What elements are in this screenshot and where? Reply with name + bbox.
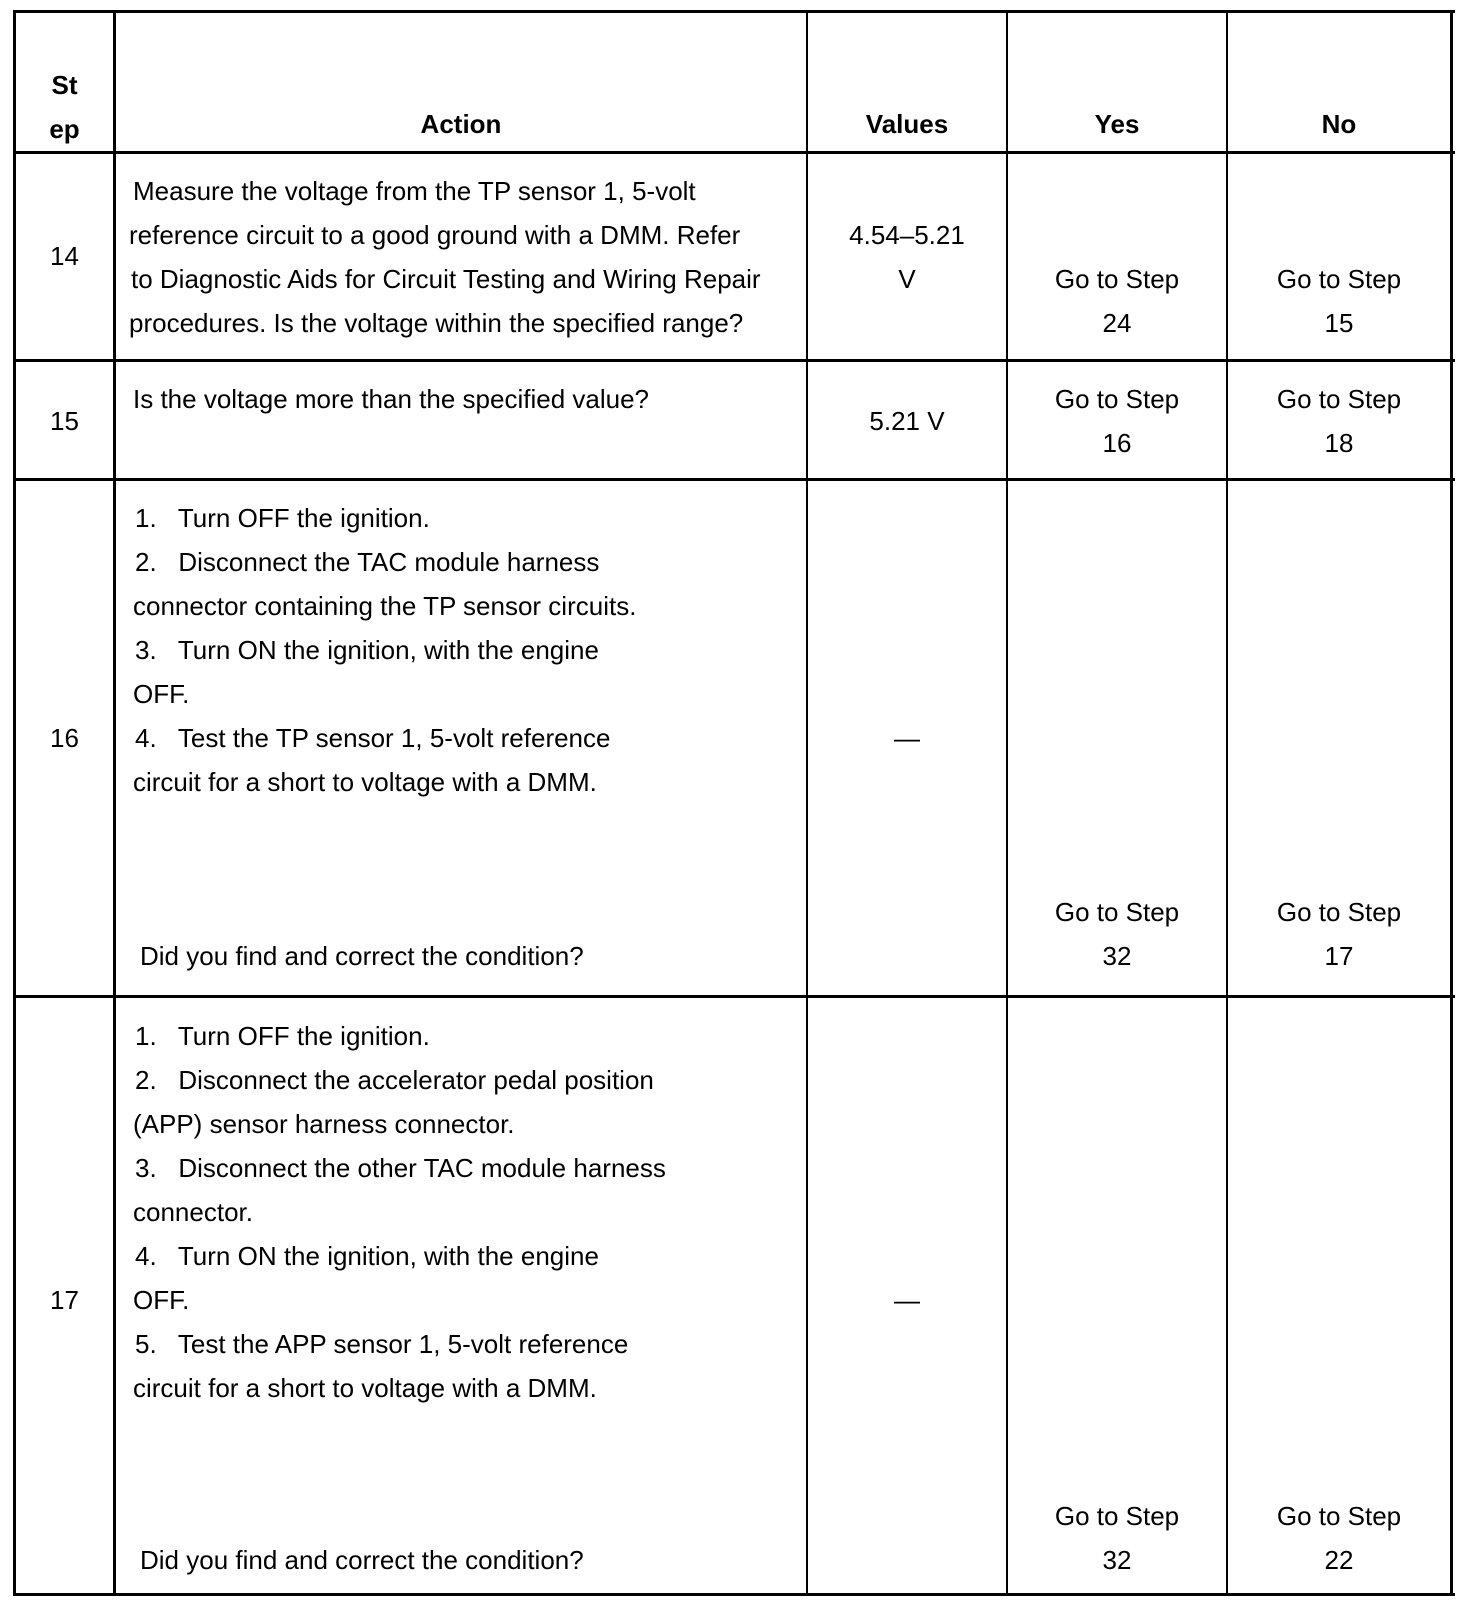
action-line: OFF. <box>133 679 190 709</box>
yes-step: 16 <box>1102 428 1132 458</box>
step-number: 16 <box>50 723 79 753</box>
action-line: 2. Disconnect the accelerator pedal position <box>135 1065 654 1095</box>
value-text: 5.21 V <box>869 406 945 436</box>
value-unit: V <box>898 264 916 294</box>
no-step: 15 <box>1324 308 1354 338</box>
action-line: Measure the voltage from the TP sensor 1, 5-volt <box>133 176 696 206</box>
action-line: 3. Turn ON the ignition, with the engine <box>135 635 599 665</box>
value-dash: — <box>894 1285 920 1315</box>
no-step: 17 <box>1324 941 1354 971</box>
header-step-line2: ep <box>49 114 80 144</box>
row-divider <box>13 995 1455 998</box>
no-step: 18 <box>1324 428 1354 458</box>
row-divider <box>13 151 1455 154</box>
action-line: 2. Disconnect the TAC module harness <box>135 547 600 577</box>
action-line: Is the voltage more than the specified value? <box>133 384 649 414</box>
yes-goto: Go to Step <box>1054 897 1180 927</box>
no-goto: Go to Step <box>1276 264 1402 294</box>
action-line: 5. Test the APP sensor 1, 5-volt reference <box>135 1329 629 1359</box>
yes-step: 32 <box>1102 1545 1132 1575</box>
column-divider <box>113 10 116 1596</box>
step-number: 14 <box>50 241 79 271</box>
action-line: 1. Turn OFF the ignition. <box>135 1021 430 1051</box>
action-line: circuit for a short to voltage with a DMM. <box>133 767 597 797</box>
action-line: 4. Turn ON the ignition, with the engine <box>135 1241 599 1271</box>
action-line: connector containing the TP sensor circuits. <box>133 591 637 621</box>
action-question: Did you find and correct the condition? <box>140 941 584 971</box>
yes-step: 24 <box>1102 308 1132 338</box>
action-line: reference circuit to a good ground with a DMM. Refer <box>129 220 741 250</box>
action-question: Did you find and correct the condition? <box>140 1545 584 1575</box>
column-divider <box>1006 10 1008 1596</box>
header-step <box>16 63 113 151</box>
action-line: 3. Disconnect the other TAC module harness <box>135 1153 666 1183</box>
header-step-line1: St <box>51 70 78 100</box>
action-line: connector. <box>133 1197 253 1227</box>
yes-goto: Go to Step <box>1054 384 1180 414</box>
action-line: 4. Test the TP sensor 1, 5-volt reference <box>135 723 611 753</box>
table-border-bottom <box>13 1593 1455 1596</box>
action-line: to Diagnostic Aids for Circuit Testing and Wiring Repair <box>131 264 761 294</box>
action-line: (APP) sensor harness connector. <box>133 1109 515 1139</box>
column-divider <box>1226 10 1228 1596</box>
row-divider <box>13 359 1455 362</box>
step-number: 15 <box>50 406 79 436</box>
yes-step: 32 <box>1102 941 1132 971</box>
no-step: 22 <box>1324 1545 1354 1575</box>
no-goto: Go to Step <box>1276 897 1402 927</box>
row-divider <box>13 478 1455 481</box>
header-values: Values <box>865 109 949 139</box>
action-line: 1. Turn OFF the ignition. <box>135 503 430 533</box>
value-dash: — <box>894 723 920 753</box>
no-goto: Go to Step <box>1276 384 1402 414</box>
header-yes: Yes <box>1094 109 1140 139</box>
value-text: 4.54–5.21 <box>849 220 965 250</box>
action-line: procedures. Is the voltage within the specified range? <box>129 308 744 338</box>
yes-goto: Go to Step <box>1054 1501 1180 1531</box>
action-line: circuit for a short to voltage with a DMM. <box>133 1373 597 1403</box>
no-goto: Go to Step <box>1276 1501 1402 1531</box>
header-no: No <box>1321 109 1357 139</box>
step-number: 17 <box>50 1285 79 1315</box>
header-action: Action <box>420 109 502 139</box>
action-line: OFF. <box>133 1285 190 1315</box>
table-border-right <box>1450 10 1453 1596</box>
yes-goto: Go to Step <box>1054 264 1180 294</box>
table-border-top <box>13 10 1455 13</box>
